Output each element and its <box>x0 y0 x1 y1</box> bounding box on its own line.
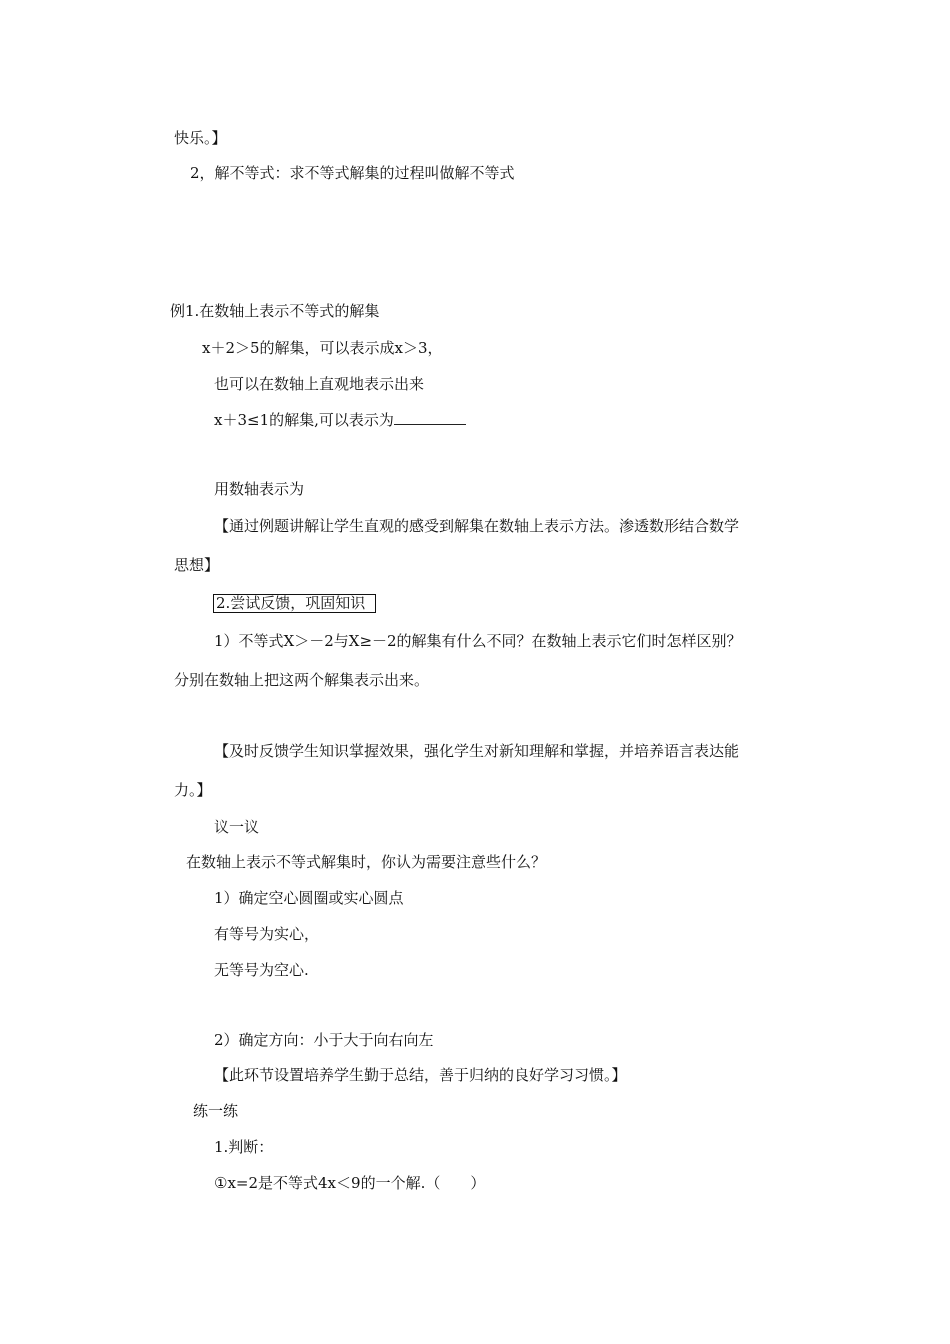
subheading: 练一练 <box>193 1102 239 1120</box>
comment-note: 【通过例题讲解让学生直观的感受到解集在数轴上表示方法。渗透数形结合数学 <box>214 517 740 535</box>
text-line <box>214 410 466 430</box>
text-line: 2）确定方向：小于大于向右向左 <box>214 1031 434 1049</box>
boxed-heading: 2.尝试反馈，巩固知识 <box>213 594 376 613</box>
section-heading <box>213 593 376 613</box>
answer-blank <box>394 410 466 425</box>
fill-in-text: x＋3≤1的解集,可以表示为 <box>214 411 394 429</box>
example-heading: 例1.在数轴上表示不等式的解集 <box>170 302 380 320</box>
text-line: 也可以在数轴上直观地表示出来 <box>214 375 425 393</box>
text-line: ①x=2是不等式4x＜9的一个解.（ ） <box>214 1174 486 1192</box>
text-line: 有等号为实心， <box>214 925 320 943</box>
question-line: 分别在数轴上把这两个解集表示出来。 <box>174 671 430 689</box>
question-line: 1）不等式X＞－2与X≥－2的解集有什么不同？在数轴上表示它们时怎样区别？ <box>214 632 742 650</box>
comment-note: 力。】 <box>174 781 212 799</box>
text-line: 1.判断： <box>214 1138 274 1156</box>
comment-note: 【及时反馈学生知识掌握效果，强化学生对新知理解和掌握，并培养语言表达能 <box>214 742 740 760</box>
text-line: 无等号为空心. <box>214 961 309 979</box>
text-line: x＋2＞5的解集，可以表示成x＞3， <box>202 339 443 357</box>
question-line: 在数轴上表示不等式解集时，你认为需要注意些什么？ <box>186 853 547 871</box>
text-line: 2，解不等式：求不等式解集的过程叫做解不等式 <box>190 164 515 182</box>
text-line: 用数轴表示为 <box>214 480 305 498</box>
text-line: 1）确定空心圆圈或实心圆点 <box>214 889 404 907</box>
subheading: 议一议 <box>214 818 260 836</box>
comment-note: 思想】 <box>174 556 220 574</box>
text-line: 快乐。】 <box>174 129 227 147</box>
comment-note: 【此环节设置培养学生勤于总结，善于归纳的良好学习习惯。】 <box>214 1066 627 1084</box>
